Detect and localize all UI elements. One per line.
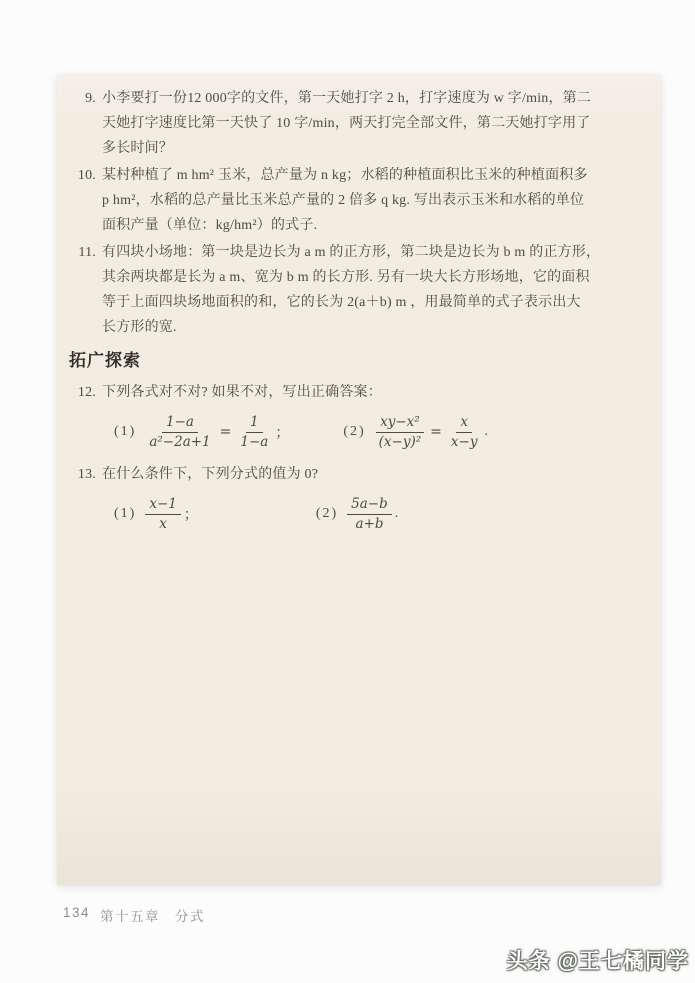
problem-12-item-2 (343, 414, 488, 451)
fraction-numerator: 1−a (162, 414, 198, 433)
problem-13-item-1 (114, 496, 198, 533)
fraction-denominator: 1−a (240, 433, 269, 450)
fraction-denominator: a+b (355, 515, 384, 532)
page-footer (63, 905, 205, 925)
toutiao-watermark: 头条 @王七橘同学 (506, 950, 689, 973)
footer-chapter: 第十五章 (100, 909, 161, 924)
fraction-numerator: x (456, 414, 472, 433)
problem-13-statement: 在什么条件下，下列分式的值为 0? (102, 467, 319, 482)
fraction-numerator: 5a−b (347, 496, 392, 515)
fraction (447, 414, 482, 451)
fraction (347, 496, 392, 533)
problem-9-line-1: 小李要打一份12 000字的文件，第一天她打字 2 h，打字速度为 w 字/min，第二 (102, 91, 592, 106)
problem-13-item-2 (316, 496, 398, 533)
fraction-denominator: x−y (450, 433, 478, 450)
problem-12-statement: 下列各式对不对? 如果不对，写出正确答案： (102, 385, 382, 400)
item-punctuation: ； (183, 508, 198, 523)
item-label: (1) (114, 424, 137, 439)
equals-sign: = (219, 424, 232, 440)
footer-section: 分式 (175, 909, 206, 924)
problem-12-body (102, 380, 651, 405)
item-label: (2) (315, 506, 339, 521)
problem-9-number: 9. (85, 91, 96, 106)
fraction (236, 414, 272, 451)
problem-12-item-1 (114, 414, 289, 451)
problem-10-body (102, 163, 651, 238)
problem-10 (69, 163, 651, 238)
fraction-denominator: (x−y)² (378, 433, 422, 450)
problem-11-body (102, 240, 651, 340)
item-label: (2) (343, 424, 366, 439)
problem-9-line-3: 多长时间？ (102, 141, 173, 156)
problem-12-formulas (69, 410, 651, 454)
fraction-denominator: a²−2a+1 (149, 433, 211, 450)
problem-12 (69, 380, 651, 405)
fraction (145, 414, 214, 451)
problem-10-number: 10. (77, 168, 96, 183)
problem-11 (69, 240, 651, 340)
problem-9-line-2: 天她打字速度比第一天快了 10 字/min，两天打完全部文件，第二天她打字用了 (102, 116, 591, 131)
item-label: (1) (114, 506, 137, 521)
footer-page-number: 134 (63, 905, 91, 920)
item-punctuation: . (484, 424, 488, 439)
section-heading: 拓广探索 (69, 351, 141, 370)
problem-13 (69, 462, 651, 487)
problem-10-line-1: 某村种植了 m hm² 玉米，总产量为 n kg；水稻的种植面积比玉米的种植面积多 (102, 168, 588, 183)
problem-11-number: 11. (78, 245, 96, 260)
problem-11-line-4: 长方形的宽. (102, 320, 177, 335)
fraction-numerator: xy−x² (376, 414, 424, 433)
fraction-denominator: x (159, 515, 167, 532)
book-page (57, 75, 661, 885)
fraction-numerator: x−1 (145, 496, 181, 515)
problem-13-number: 13. (77, 467, 96, 482)
item-punctuation: . (394, 506, 399, 521)
problem-11-line-1: 有四块小场地：第一块是边长为 a m 的正方形，第二块是边长为 b m 的正方形， (102, 245, 601, 260)
problem-9 (69, 86, 651, 161)
problem-10-line-3: 面积产量（单位：kg/hm²）的式子. (102, 218, 318, 233)
problem-10-line-2: p hm²，水稻的总产量比玉米总产量的 2 倍多 q kg. 写出表示玉米和水稻的单位 (102, 193, 585, 208)
fraction-numerator: 1 (246, 414, 263, 433)
problem-11-line-3: 等于上面四块场地面积的和，它的长为 2(a＋b) m ，用最简单的式子表示出大 (102, 295, 581, 310)
problem-12-number: 12. (77, 385, 96, 400)
problem-11-line-2: 其余两块都是长为 a m、宽为 b m 的长方形. 另有一块大长方形场地，它的面积 (102, 270, 590, 285)
fraction (375, 414, 426, 451)
equals-sign: = (430, 424, 442, 440)
problem-13-formulas (69, 492, 651, 536)
problem-13-body (102, 462, 651, 487)
problem-9-body (102, 86, 651, 161)
item-punctuation: ； (275, 426, 290, 441)
fraction (145, 496, 181, 533)
